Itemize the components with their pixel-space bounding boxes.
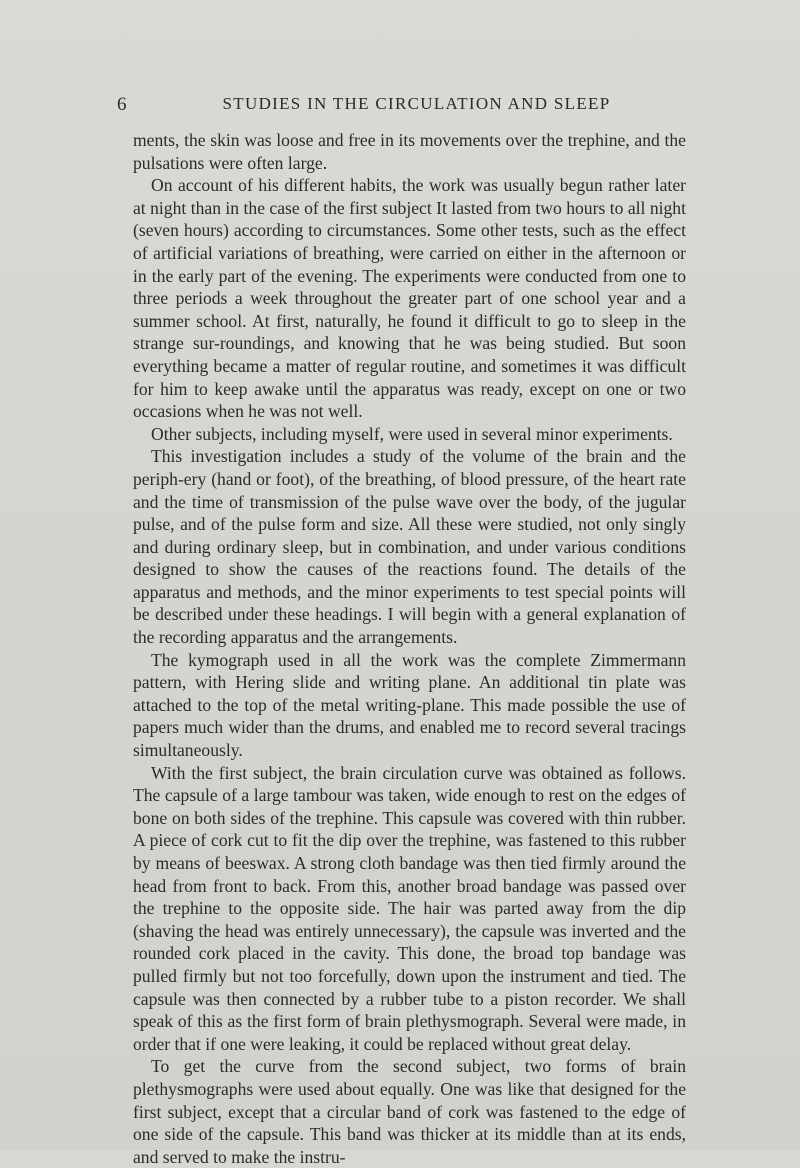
- paragraph: This investigation includes a study of the volume of the brain and the periph-ery (hand or foot), of the breathing, of blood pressure, of the heart rate and the time of transmission of the pulse wave over the body, of the jugular pulse, and of the pulse form and size. All these were studied, not only singly and during ordinary sleep, but in combination, and under various conditions designed to show the causes of the reactions found. The details of the apparatus and methods, and the minor experiments to test special points will be described under these headings. I will begin with a general explanation of the recording apparatus and the arrangements.: [133, 446, 686, 648]
- paragraph-continuation: ments, the skin was loose and free in its movements over the trephine, and the pulsations were often large.: [133, 130, 686, 173]
- running-head: STUDIES IN THE CIRCULATION AND SLEEP: [222, 94, 611, 113]
- page-header: [117, 94, 688, 118]
- body-text: [133, 129, 686, 1168]
- page-number: 6: [117, 94, 127, 115]
- paragraph: To get the curve from the second subject, two forms of brain plethysmographs were used about equally. One was like that designed for the first subject, except that a circular band of cork was fastened to the edge of one side of the capsule. This band was thicker at its middle than at its ends, and served to make the instru-: [133, 1056, 686, 1167]
- paragraph: Other subjects, including myself, were used in several minor experiments.: [151, 423, 673, 444]
- paragraph: The kymograph used in all the work was the complete Zimmermann pattern, with Hering slide and writing plane. An additional tin plate was attached to the top of the metal writing-plane. This made possible the use of papers much wider than the drums, and enabled me to record several tracings simultaneously.: [133, 649, 686, 761]
- paragraph: On account of his different habits, the work was usually begun rather later at night than in the case of the first subject It lasted from two hours to all night (seven hours) according to circumstances. Some other tests, such as the effect of artificial variations of breathing, were carried on either in the afternoon or in the early part of the evening. The experiments were conducted from one to three periods a week throughout the greater part of one school year and a summer school. At first, naturally, he found it difficult to go to sleep in the strange sur-roundings, and knowing that he was being studied. But soon everything became a matter of regular routine, and sometimes it was difficult for him to keep awake until the apparatus was ready, except on one or two occasions when he was not well.: [133, 175, 686, 422]
- paragraph: With the first subject, the brain circulation curve was obtained as follows. The capsule of a large tambour was taken, wide enough to rest on the edges of bone on both sides of the trephine. This capsule was covered with thin rubber. A piece of cork cut to fit the dip over the trephine, was fastened to this rubber by means of beeswax. A strong cloth bandage was then tied firmly around the head from front to back. From this, another broad bandage was passed over the trephine to the opposite side. The hair was parted away from the dip (shaving the head was entirely unnecessary), the capsule was inverted and the rounded cork placed in the cavity. This done, the broad top bandage was pulled firmly but not too forcefully, down upon the instrument and tied. The capsule was then connected by a rubber tube to a piston recorder. We shall speak of this as the first form of brain plethysmograph. Several were made, in order that if one were leaking, it could be replaced without great delay.: [133, 762, 686, 1054]
